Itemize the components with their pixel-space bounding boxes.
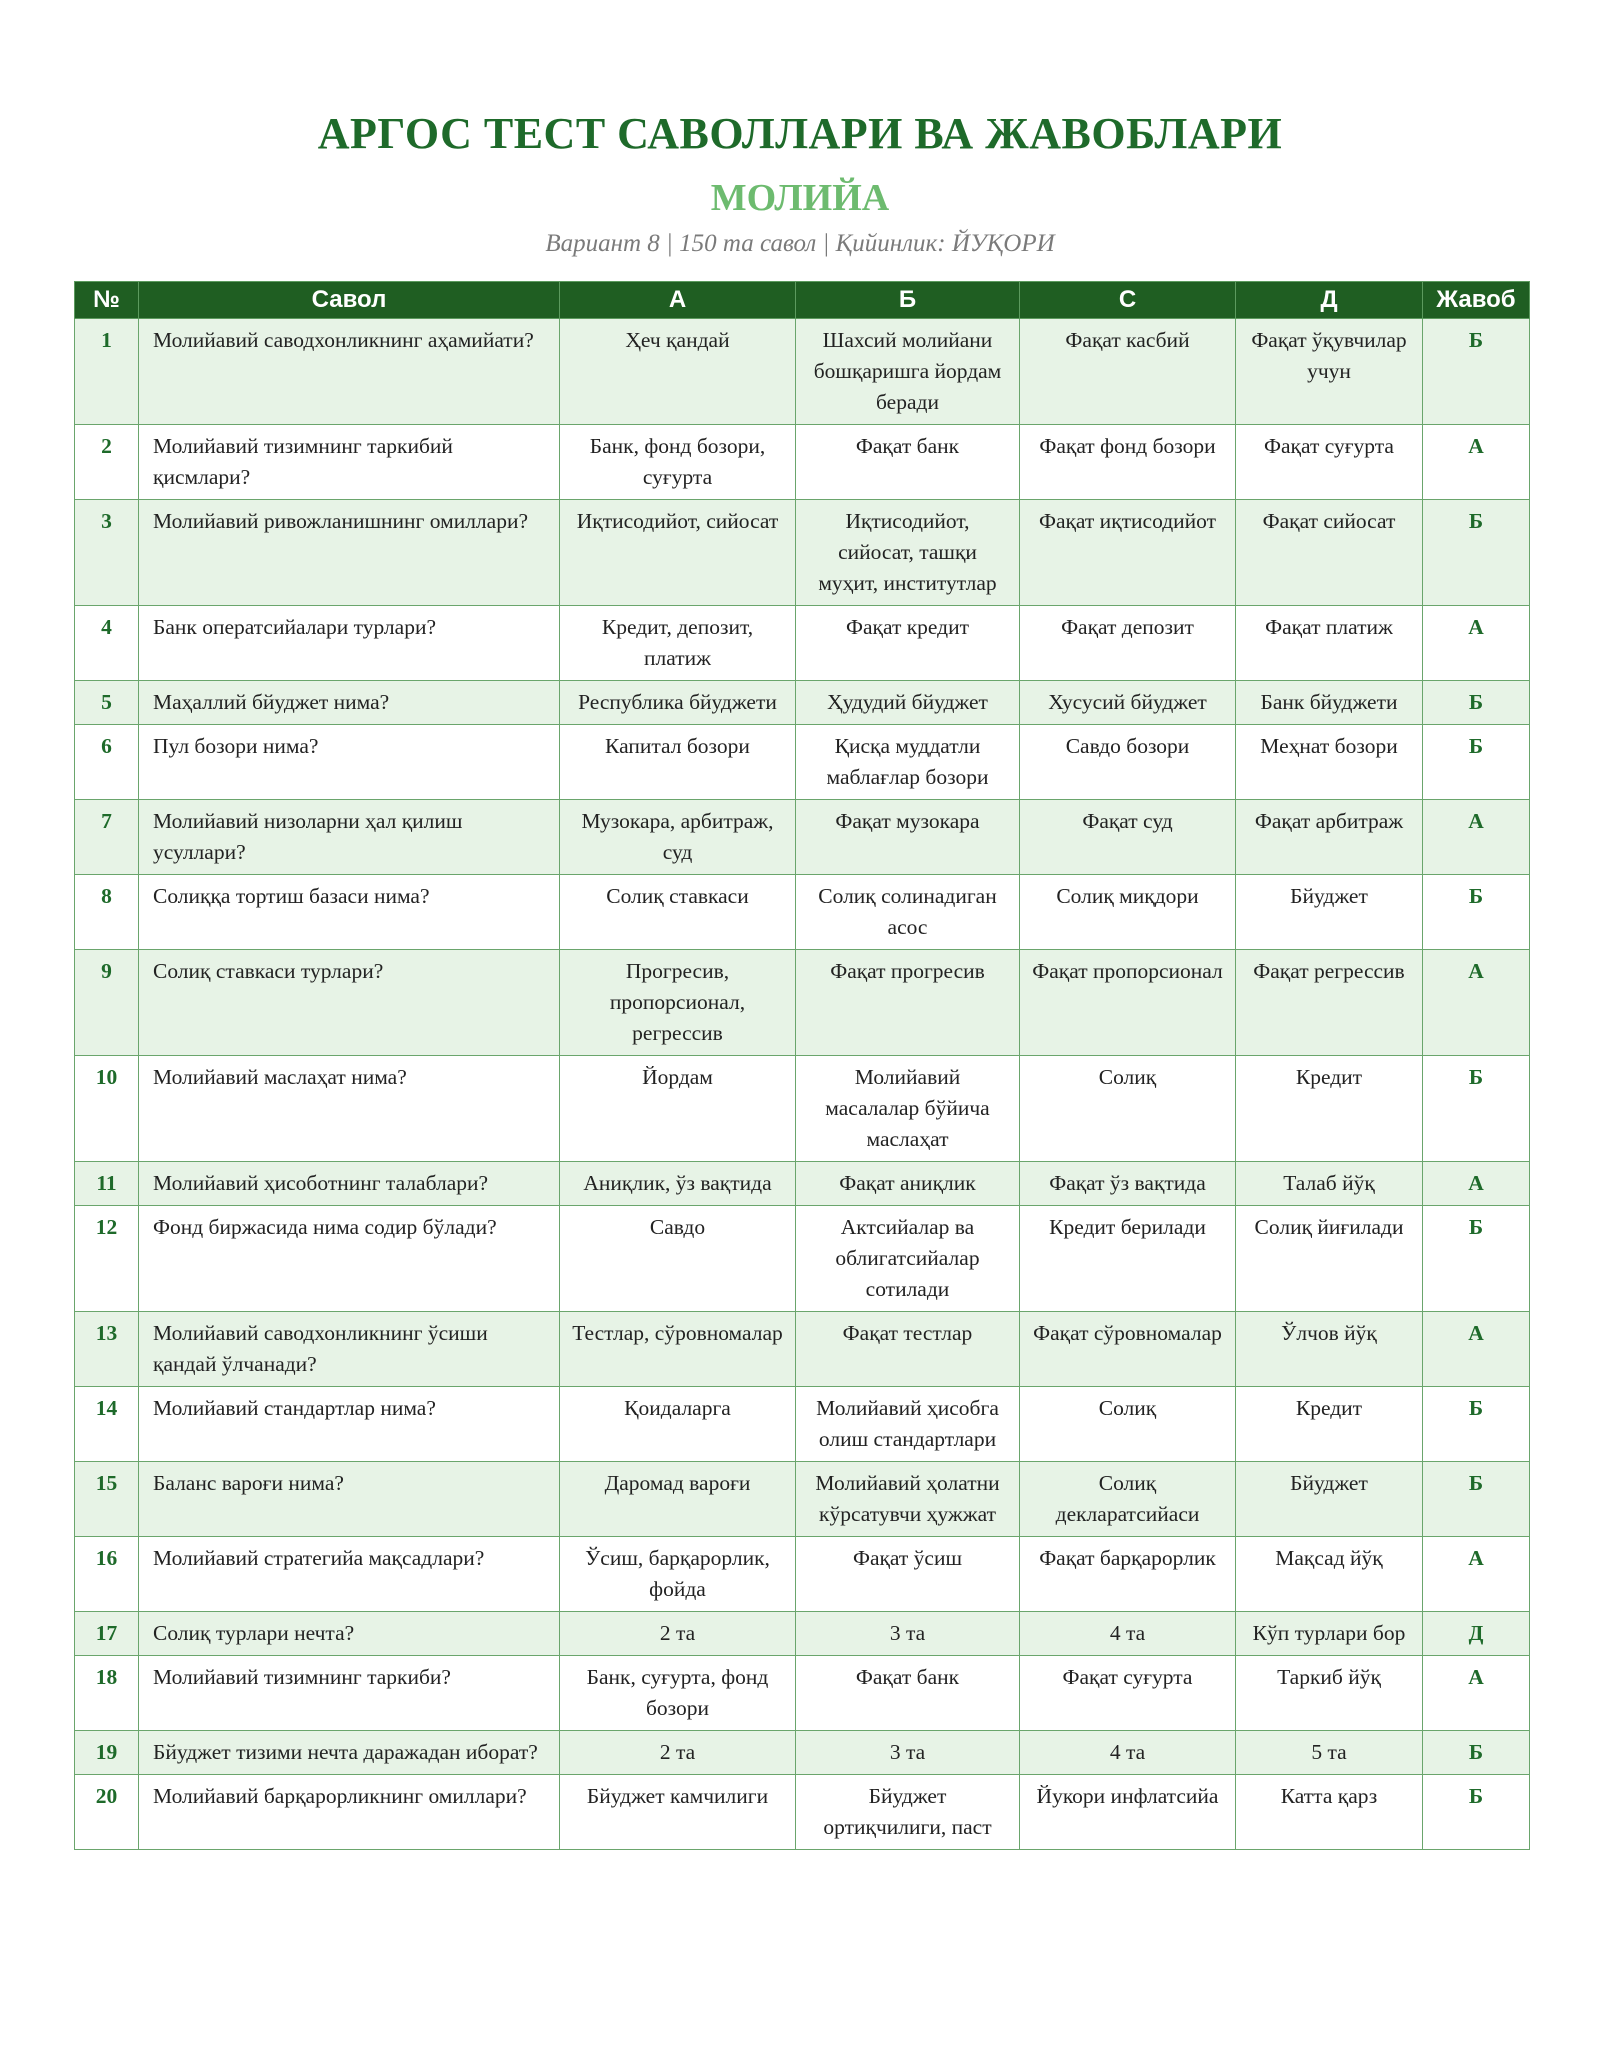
- option-b: Фақат банк: [796, 1656, 1020, 1731]
- option-c: 4 та: [1020, 1731, 1236, 1775]
- correct-answer: А: [1423, 800, 1530, 875]
- option-b: Фақат аниқлик: [796, 1162, 1020, 1206]
- option-d: Кредит: [1236, 1056, 1423, 1162]
- col-header-option-c: С: [1020, 282, 1236, 319]
- option-d: 5 та: [1236, 1731, 1423, 1775]
- option-a: Йордам: [560, 1056, 796, 1162]
- variant-info: Вариант 8 | 150 та савол | Қийинлик: ЙУҚОРИ: [545, 230, 1055, 257]
- question-text: Солиқ ставкаси турлари?: [139, 950, 560, 1056]
- question-number: 1: [75, 319, 139, 425]
- table-row: [75, 1206, 1530, 1312]
- option-d: Банк бйуджети: [1236, 681, 1423, 725]
- table-row: [75, 875, 1530, 950]
- question-number: 11: [75, 1162, 139, 1206]
- option-d: Кўп турлари бор: [1236, 1612, 1423, 1656]
- option-c: Солиқ декларатсийаси: [1020, 1462, 1236, 1537]
- correct-answer: Б: [1423, 319, 1530, 425]
- question-text: Бйуджет тизими нечта даражадан иборат?: [139, 1731, 560, 1775]
- correct-answer: Б: [1423, 500, 1530, 606]
- option-c: Йукори инфлатсийа: [1020, 1775, 1236, 1850]
- question-number: 16: [75, 1537, 139, 1612]
- correct-answer: А: [1423, 425, 1530, 500]
- question-text: Банк оператсийалари турлари?: [139, 606, 560, 681]
- option-c: Фақат суғурта: [1020, 1656, 1236, 1731]
- question-text: Молийавий барқарорликнинг омиллари?: [139, 1775, 560, 1850]
- col-header-option-d: Д: [1236, 282, 1423, 319]
- question-number: 18: [75, 1656, 139, 1731]
- option-b: Шахсий молийани бошқаришга йордам беради: [796, 319, 1020, 425]
- question-number: 9: [75, 950, 139, 1056]
- table-row: [75, 1312, 1530, 1387]
- correct-answer: А: [1423, 1162, 1530, 1206]
- question-text: Молийавий стандартлар нима?: [139, 1387, 560, 1462]
- table-row: [75, 1162, 1530, 1206]
- option-b: Фақат тестлар: [796, 1312, 1020, 1387]
- correct-answer: Б: [1423, 681, 1530, 725]
- option-b: Молийавий масалалар бўйича маслаҳат: [796, 1056, 1020, 1162]
- option-d: Бйуджет: [1236, 875, 1423, 950]
- question-number: 4: [75, 606, 139, 681]
- table-row: [75, 1731, 1530, 1775]
- correct-answer: Б: [1423, 1206, 1530, 1312]
- subject-title: МОЛИЙА: [710, 177, 890, 219]
- option-b: Қисқа муддатли маблағлар бозори: [796, 725, 1020, 800]
- option-b: Актсийалар ва облигатсийалар сотилади: [796, 1206, 1020, 1312]
- option-b: 3 та: [796, 1731, 1020, 1775]
- option-a: 2 та: [560, 1612, 796, 1656]
- option-c: Фақат суд: [1020, 800, 1236, 875]
- question-number: 7: [75, 800, 139, 875]
- option-a: Музокара, арбитраж, суд: [560, 800, 796, 875]
- option-c: Солиқ: [1020, 1056, 1236, 1162]
- option-a: Банк, фонд бозори, суғурта: [560, 425, 796, 500]
- option-b: Фақат кредит: [796, 606, 1020, 681]
- option-d: Мақсад йўқ: [1236, 1537, 1423, 1612]
- option-d: Таркиб йўқ: [1236, 1656, 1423, 1731]
- question-number: 14: [75, 1387, 139, 1462]
- option-a: Республика бйуджети: [560, 681, 796, 725]
- question-text: Молийавий саводхонликнинг аҳамийати?: [139, 319, 560, 425]
- option-c: Фақат барқарорлик: [1020, 1537, 1236, 1612]
- option-d: Бйуджет: [1236, 1462, 1423, 1537]
- option-c: Фақат иқтисодийот: [1020, 500, 1236, 606]
- option-a: Иқтисодийот, сийосат: [560, 500, 796, 606]
- option-d: Меҳнат бозори: [1236, 725, 1423, 800]
- question-number: 17: [75, 1612, 139, 1656]
- option-d: Катта қарз: [1236, 1775, 1423, 1850]
- option-d: Фақат регрессив: [1236, 950, 1423, 1056]
- option-a: Ҳеч қандай: [560, 319, 796, 425]
- question-text: Молийавий низоларни ҳал қилиш усуллари?: [139, 800, 560, 875]
- correct-answer: Б: [1423, 1775, 1530, 1850]
- question-number: 20: [75, 1775, 139, 1850]
- option-b: 3 та: [796, 1612, 1020, 1656]
- table-row: [75, 681, 1530, 725]
- col-header-question: Савол: [139, 282, 560, 319]
- question-text: Баланс вароғи нима?: [139, 1462, 560, 1537]
- option-b: Фақат ўсиш: [796, 1537, 1020, 1612]
- option-c: 4 та: [1020, 1612, 1236, 1656]
- option-c: Фақат депозит: [1020, 606, 1236, 681]
- table-row: [75, 1656, 1530, 1731]
- question-text: Молийавий маслаҳат нима?: [139, 1056, 560, 1162]
- option-c: Солиқ миқдори: [1020, 875, 1236, 950]
- question-text: Молийавий стратегийа мақсадлари?: [139, 1537, 560, 1612]
- table-row: [75, 725, 1530, 800]
- qa-table: [74, 281, 1530, 1850]
- question-text: Солиққа тортиш базаси нима?: [139, 875, 560, 950]
- option-b: Иқтисодийот, сийосат, ташқи муҳит, институтлар: [796, 500, 1020, 606]
- option-d: Ўлчов йўқ: [1236, 1312, 1423, 1387]
- table-row: [75, 1056, 1530, 1162]
- document-title: АРГОС ТЕСТ САВОЛЛАРИ ВА ЖАВОБЛАРИ: [317, 109, 1283, 158]
- option-c: Фақат ўз вақтида: [1020, 1162, 1236, 1206]
- col-header-option-b: Б: [796, 282, 1020, 319]
- table-row: [75, 1387, 1530, 1462]
- option-d: Фақат сийосат: [1236, 500, 1423, 606]
- option-a: Солиқ ставкаси: [560, 875, 796, 950]
- option-d: Солиқ йиғилади: [1236, 1206, 1423, 1312]
- question-text: Молийавий ҳисоботнинг талаблари?: [139, 1162, 560, 1206]
- correct-answer: А: [1423, 1656, 1530, 1731]
- question-text: Молийавий ривожланишнинг омиллари?: [139, 500, 560, 606]
- option-b: Молийавий ҳолатни кўрсатувчи ҳужжат: [796, 1462, 1020, 1537]
- question-text: Молийавий саводхонликнинг ўсиши қандай ўлчанади?: [139, 1312, 560, 1387]
- option-b: Солиқ солинадиган асос: [796, 875, 1020, 950]
- col-header-answer: Жавоб: [1423, 282, 1530, 319]
- question-text: Солиқ турлари нечта?: [139, 1612, 560, 1656]
- correct-answer: Б: [1423, 725, 1530, 800]
- question-number: 19: [75, 1731, 139, 1775]
- option-d: Фақат платиж: [1236, 606, 1423, 681]
- question-number: 15: [75, 1462, 139, 1537]
- question-number: 8: [75, 875, 139, 950]
- table-row: [75, 1537, 1530, 1612]
- table-row: [75, 319, 1530, 425]
- option-c: Фақат сўровномалар: [1020, 1312, 1236, 1387]
- question-number: 12: [75, 1206, 139, 1312]
- question-number: 3: [75, 500, 139, 606]
- option-b: Ҳудудий бйуджет: [796, 681, 1020, 725]
- option-b: Молийавий ҳисобга олиш стандартлари: [796, 1387, 1020, 1462]
- correct-answer: Б: [1423, 1462, 1530, 1537]
- option-a: Савдо: [560, 1206, 796, 1312]
- option-a: Кредит, депозит, платиж: [560, 606, 796, 681]
- question-number: 10: [75, 1056, 139, 1162]
- option-a: Аниқлик, ўз вақтида: [560, 1162, 796, 1206]
- correct-answer: А: [1423, 950, 1530, 1056]
- table-row: [75, 500, 1530, 606]
- question-number: 6: [75, 725, 139, 800]
- option-a: Банк, суғурта, фонд бозори: [560, 1656, 796, 1731]
- col-header-option-a: А: [560, 282, 796, 319]
- option-b: Фақат музокара: [796, 800, 1020, 875]
- question-number: 5: [75, 681, 139, 725]
- option-d: Кредит: [1236, 1387, 1423, 1462]
- option-b: Фақат прогресив: [796, 950, 1020, 1056]
- option-a: Прогресив, пропорсионал, регрессив: [560, 950, 796, 1056]
- question-text: Молийавий тизимнинг таркибий қисмлари?: [139, 425, 560, 500]
- table-row: [75, 1612, 1530, 1656]
- col-header-number: №: [75, 282, 139, 319]
- table-row: [75, 800, 1530, 875]
- correct-answer: А: [1423, 1312, 1530, 1387]
- option-a: Ўсиш, барқарорлик, фойда: [560, 1537, 796, 1612]
- option-c: Савдо бозори: [1020, 725, 1236, 800]
- option-a: Капитал бозори: [560, 725, 796, 800]
- correct-answer: Б: [1423, 1731, 1530, 1775]
- option-c: Фақат пропорсионал: [1020, 950, 1236, 1056]
- question-text: Пул бозори нима?: [139, 725, 560, 800]
- correct-answer: Б: [1423, 1387, 1530, 1462]
- table-row: [75, 1462, 1530, 1537]
- option-c: Кредит берилади: [1020, 1206, 1236, 1312]
- correct-answer: Д: [1423, 1612, 1530, 1656]
- option-d: Фақат ўқувчилар учун: [1236, 319, 1423, 425]
- correct-answer: А: [1423, 606, 1530, 681]
- option-c: Фақат фонд бозори: [1020, 425, 1236, 500]
- correct-answer: А: [1423, 1537, 1530, 1612]
- question-text: Маҳаллий бйуджет нима?: [139, 681, 560, 725]
- correct-answer: Б: [1423, 875, 1530, 950]
- question-text: Молийавий тизимнинг таркиби?: [139, 1656, 560, 1731]
- option-d: Фақат арбитраж: [1236, 800, 1423, 875]
- question-number: 13: [75, 1312, 139, 1387]
- option-b: Фақат банк: [796, 425, 1020, 500]
- option-a: 2 та: [560, 1731, 796, 1775]
- option-a: Бйуджет камчилиги: [560, 1775, 796, 1850]
- option-c: Фақат касбий: [1020, 319, 1236, 425]
- correct-answer: Б: [1423, 1056, 1530, 1162]
- option-a: Даромад вароғи: [560, 1462, 796, 1537]
- question-number: 2: [75, 425, 139, 500]
- option-d: Талаб йўқ: [1236, 1162, 1423, 1206]
- option-c: Солиқ: [1020, 1387, 1236, 1462]
- option-b: Бйуджет ортиқчилиги, паст: [796, 1775, 1020, 1850]
- option-a: Тестлар, сўровномалар: [560, 1312, 796, 1387]
- table-row: [75, 425, 1530, 500]
- table-row: [75, 1775, 1530, 1850]
- table-header-row: [75, 282, 1530, 319]
- table-row: [75, 606, 1530, 681]
- option-c: Хусусий бйуджет: [1020, 681, 1236, 725]
- option-a: Қоидаларга: [560, 1387, 796, 1462]
- option-d: Фақат суғурта: [1236, 425, 1423, 500]
- table-row: [75, 950, 1530, 1056]
- qa-table-body: [75, 319, 1530, 1850]
- question-text: Фонд биржасида нима содир бўлади?: [139, 1206, 560, 1312]
